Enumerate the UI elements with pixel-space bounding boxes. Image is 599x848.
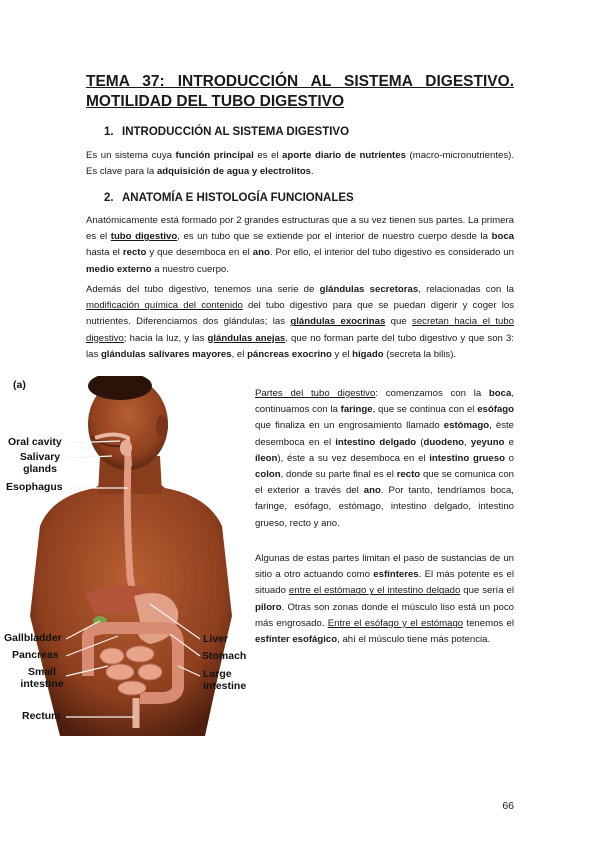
label-pancreas: Pancreas [12,649,59,661]
label-liver: Liver [203,633,229,645]
section-2-title: ANATOMÍA E HISTOLOGÍA FUNCIONALES [122,192,354,204]
digestive-system-figure [0,376,255,736]
label-oral-cavity: Oral cavity [8,436,62,448]
label-salivary-glands: Salivary glands [19,451,61,475]
section-1-heading [104,126,349,138]
page-title [86,72,514,112]
section-1-title: INTRODUCCIÓN AL SISTEMA DIGESTIVO [122,126,350,138]
label-gallbladder: Gallbladder [4,632,62,644]
page-number: 66 [502,800,514,812]
title-line-1: TEMA 37: INTRODUCCIÓN AL SISTEMA DIGESTIVO. [86,73,514,90]
section-2-heading [104,192,354,204]
section-2-paragraph-2: Además del tubo digestivo, tenemos una serie de glándulas secretoras, relacionadas con la modificación química del contenido del tubo digestivo para que se puedan digerir y coger los nutrientes. Diferenciamos dos glándulas; las glándulas exocrinas que secretan hacia el tubo digestivo; hacia la luz, y las glándulas anejas, que no forman parte del tubo digestivo y que son 3: las glándulas salivares mayores, el páncreas exocrino y el hígado (secreta la bilis). [86,284,515,360]
title-line-2: MOTILIDAD DEL TUBO DIGESTIVO [86,93,345,110]
label-esophagus: Esophagus [6,481,63,493]
section-1-paragraph: Es un sistema cuya función principal es el aporte diario de nutrientes (macro-micronutrientes). Es clave para la adquisición de agua y electrolitos. [86,150,514,178]
label-stomach: Stomach [202,650,247,662]
label-rectum: Rectum [22,710,61,722]
label-large-intestine: Large intestine [203,668,247,692]
label-small-intestine: Small intestine [20,666,64,690]
section-2-number: 2. [104,192,114,204]
section-1-number: 1. [104,126,114,138]
section-2-paragraph-1: Anatómicamente está formado por 2 grandes estructuras que a su vez tienen sus partes. La primera es el tubo digestivo, es un tubo que se extiende por el interior de nuestro cuerpo desde la boca hasta el recto y que desemboca en el ano. Por ello, el interior del tubo digestivo es considerado un medio externo a nuestro cuerpo. [86,215,514,275]
figure-panel-label: (a) [13,379,26,391]
section-2-paragraph-3: Partes del tubo digestivo: comenzamos con la boca, continuamos con la faringe, que se continua con el esófago que finaliza en un engrosamiento llamado estómago, éste desemboca en el intestino delgado (duodeno, yeyuno e íleon), éste a su vez desemboca en el intestino grueso o colon, donde su parte final es el recto que se comunica con el exterior a través del ano. Por tanto, tendríamos boca, faringe, esófago, estómago, intestino delgado, intestino grueso, recto y ano. [255,388,515,529]
section-2-paragraph-4: Algunas de estas partes limitan el paso de sustancias de un sitio a otro actuando como esfínteres. El más potente es el situado entre el estómago y el intestino delgado que sería el píloro. Otras son zonas donde el músculo liso está un poco más engrosado. Entre el esófago y el estómago tenemos el esfínter esofágico, ahí el músculo tiene más potencia. [255,553,514,646]
